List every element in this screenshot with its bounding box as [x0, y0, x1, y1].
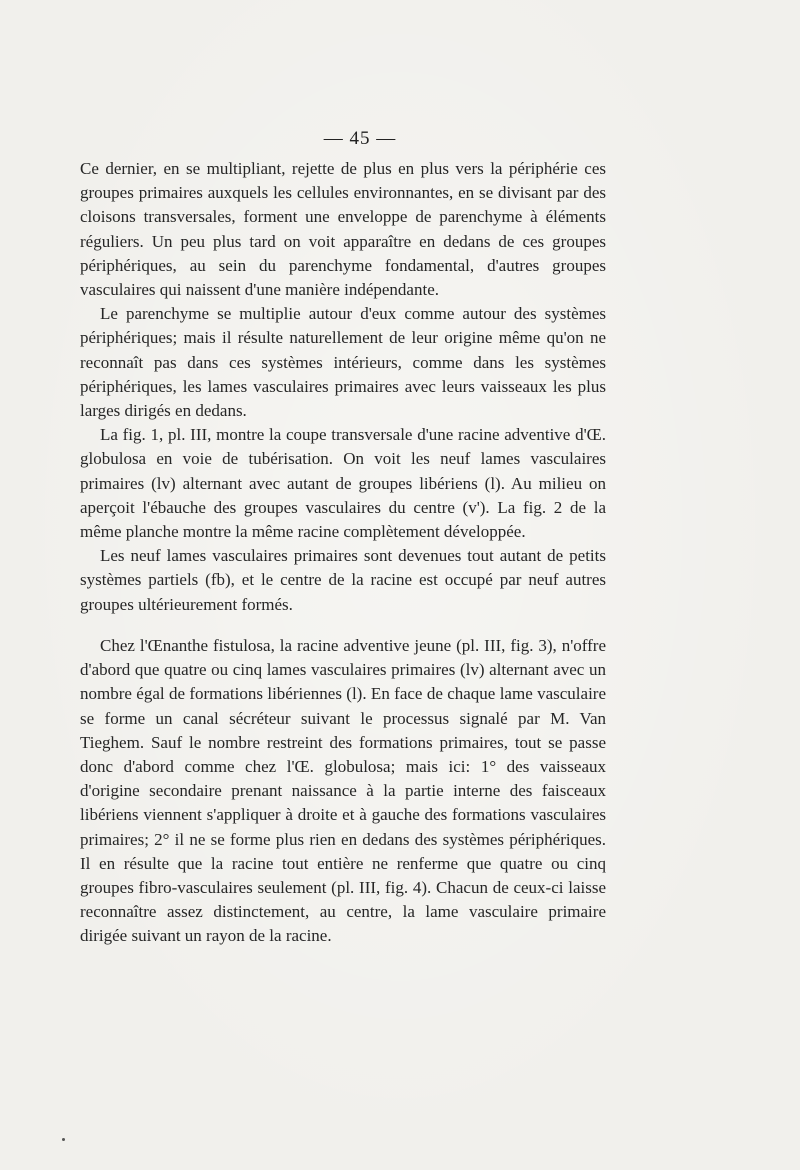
paper-speck [62, 1138, 65, 1141]
paragraph-4: Les neuf lames vasculaires primaires sont devenues tout autant de petits systèmes partiels (fb), et le centre de la racine est occupé par neuf autres groupes ultérieurement formés. [80, 546, 606, 614]
paragraph-5: Chez l'Œnanthe fistulosa, la racine adventive jeune (pl. III, fig. 3), n'offre d'abord que quatre ou cinq lames vasculaires primaires (lv) alternant avec un nombre égal de formations libériennes (l). En face de chaque lame vasculaire se forme un canal sécréteur suivant le processus signalé par M. Van Tieghem. Sauf le nombre restreint des formations primaires, tout se passe donc d'abord comme chez l'Œ. globulosa; mais ici: 1° des vaisseaux d'origine secondaire prenant naissance à la partie interne des faisceaux libériens viennent s'appliquer à droite et à gauche des formations vasculaires primaires; 2° il ne se forme plus rien en dedans des systèmes périphériques. Il en résulte que la racine tout entière ne renferme que quatre ou cinq groupes fibro-vasculaires seulement (pl. III, fig. 4). Chacun de ceux-ci laisse reconnaître assez distinctement, au centre, la lame vasculaire primaire dirigée suivant un rayon de la racine. [80, 636, 606, 946]
text-section-2 [80, 634, 606, 949]
paragraph-3: La fig. 1, pl. III, montre la coupe transversale d'une racine adventive d'Œ. globulosa en voie de tubérisation. On voit les neuf lames vasculaires primaires (lv) alternant avec autant de groupes libériens (l). Au milieu on aperçoit l'ébauche des groupes vasculaires du centre (v'). La fig. 2 de la même planche montre la même racine complètement développée. [80, 425, 606, 542]
paragraph-2: Le parenchyme se multiplie autour d'eux comme autour des systèmes périphériques; mais il résulte naturellement de leur origine même qu'on ne reconnaît pas dans ces systèmes intérieurs, comme dans les systèmes périphériques, les lames vasculaires primaires avec leurs vaisseaux les plus larges dirigés en dedans. [80, 304, 606, 421]
page-number: — 45 — [323, 128, 397, 149]
paragraph-1: Ce dernier, en se multipliant, rejette de plus en plus vers la périphérie ces groupes primaires auxquels les cellules environnantes, en se divisant par des cloisons transversales, forment une enveloppe de parenchyme à éléments réguliers. Un peu plus tard on voit apparaître en dedans de ces groupes périphériques, au sein du parenchyme fondamental, d'autres groupes vasculaires qui naissent d'une manière indépendante. [80, 159, 606, 300]
text-section-1 [80, 157, 606, 617]
